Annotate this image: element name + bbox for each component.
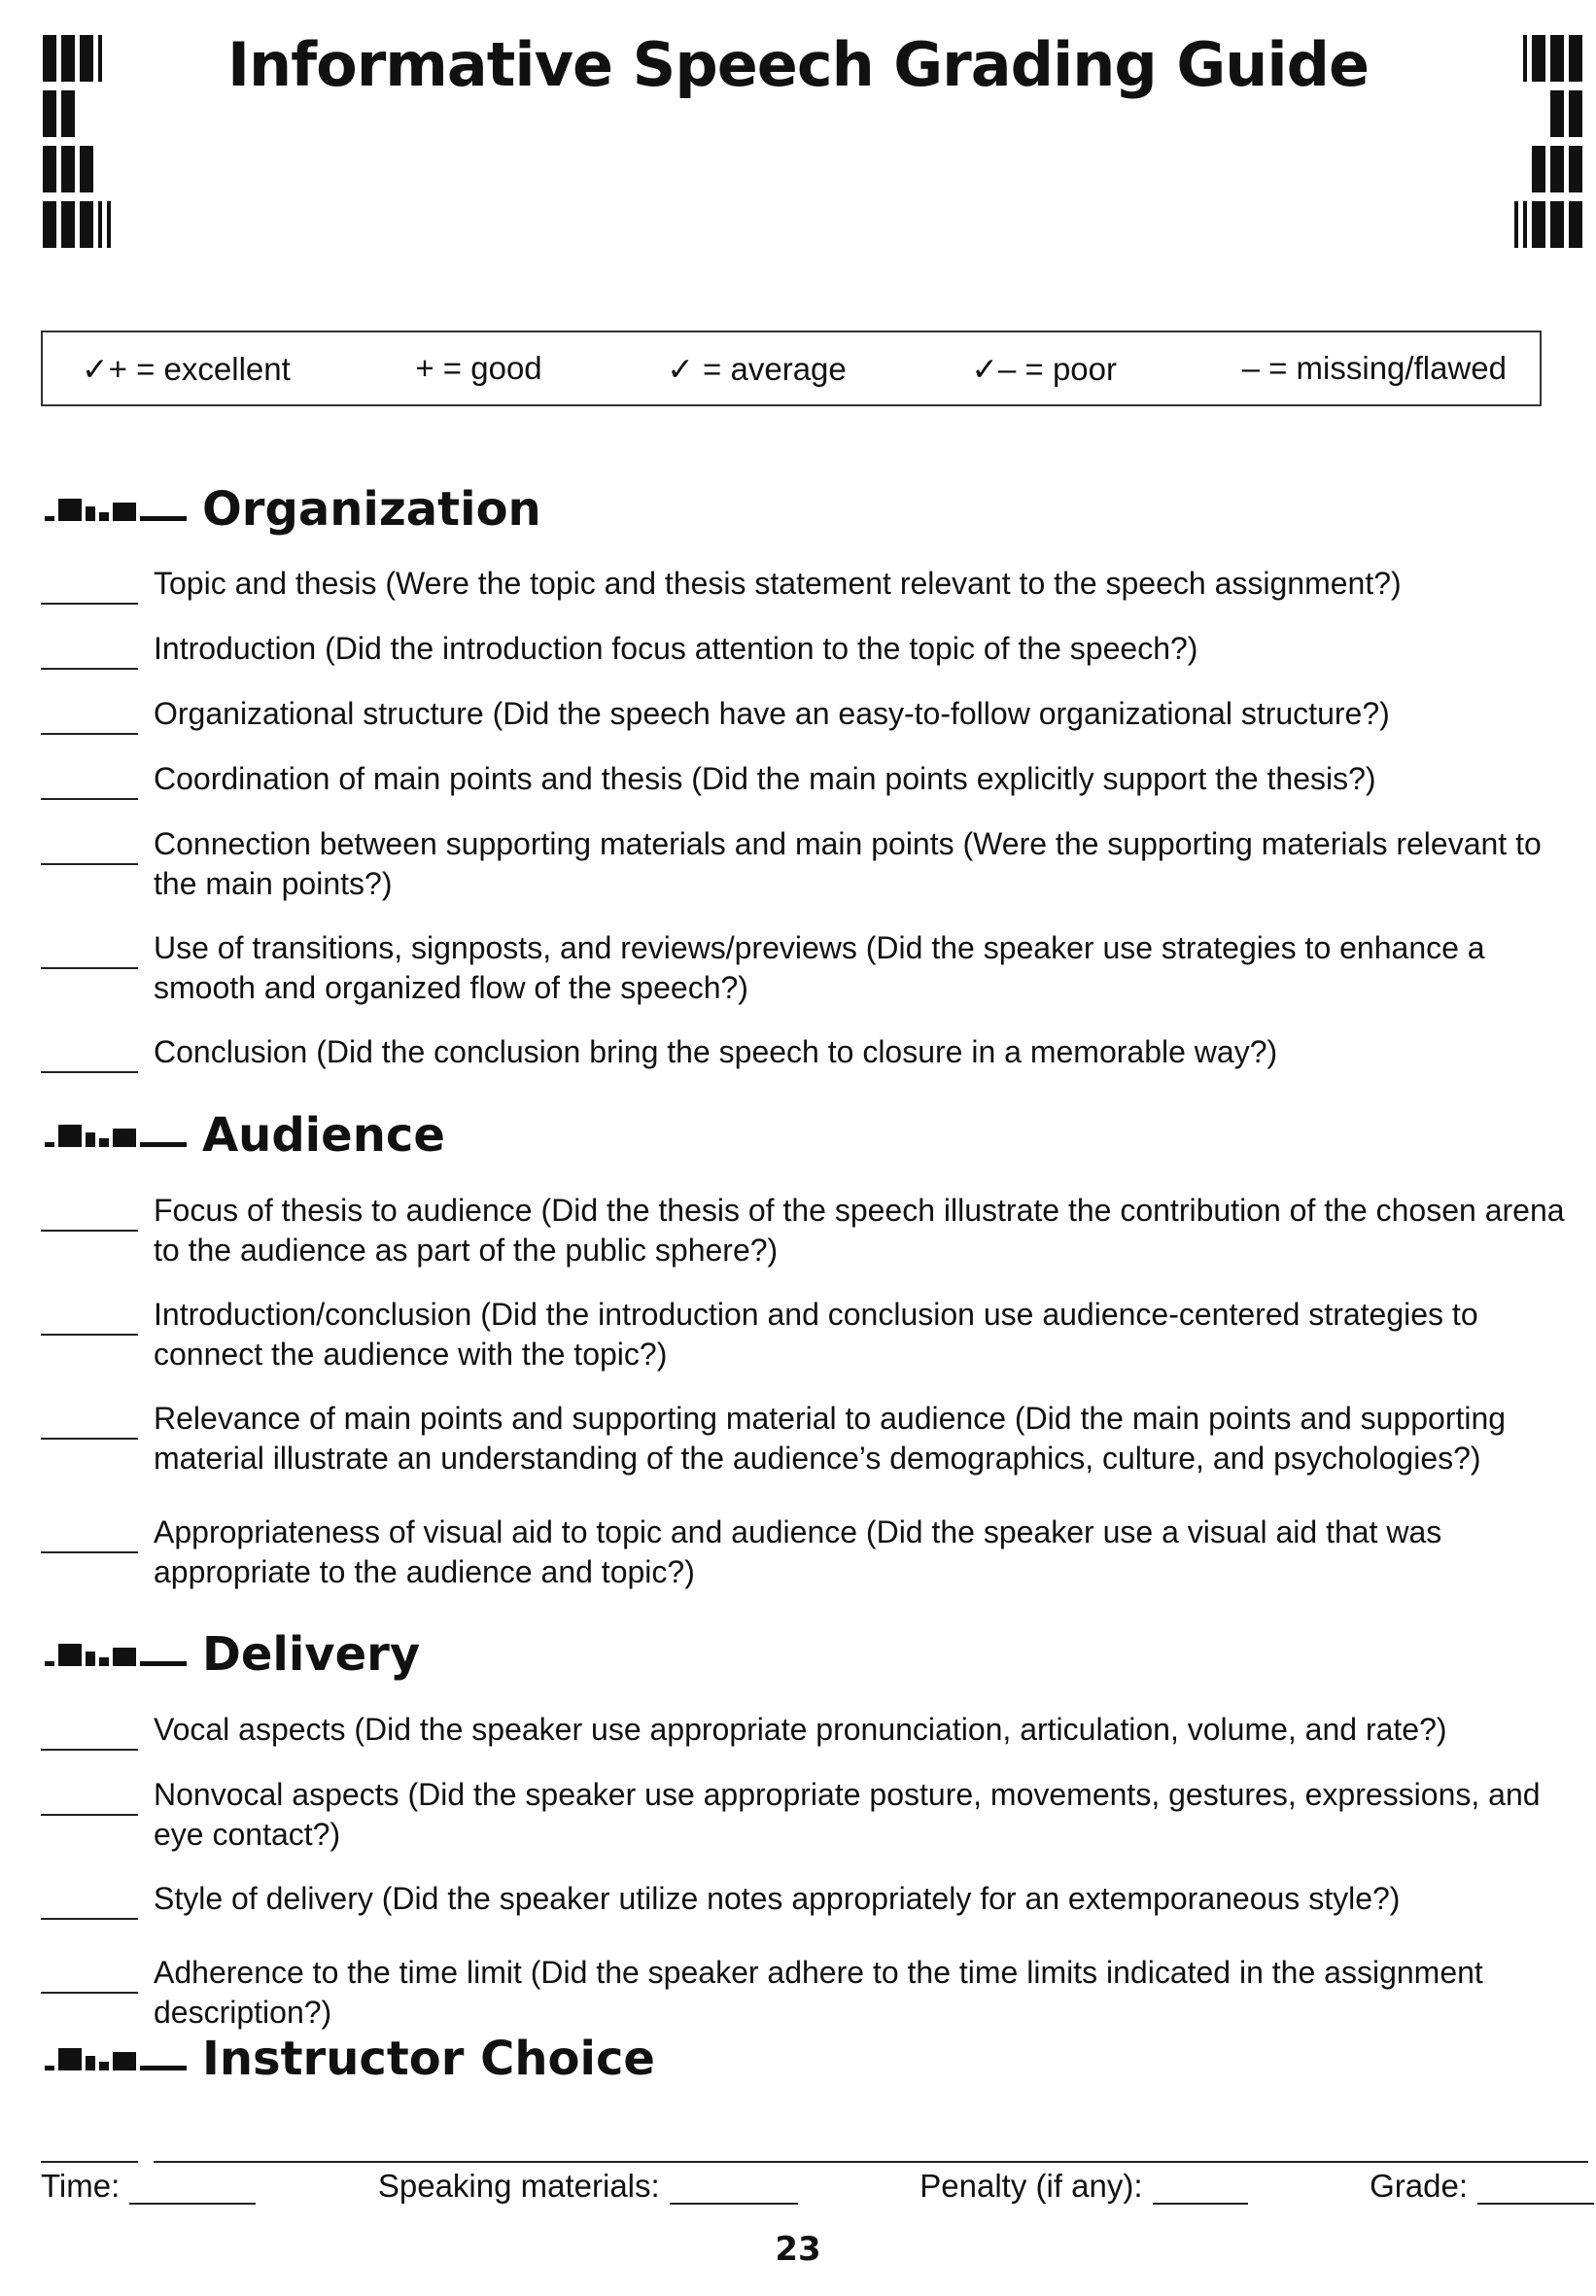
rubric-item: Appropriateness of visual aid to topic and audience (Did the speaker use a visual aid that was appropriate to the audience and topic?) [41, 1513, 1586, 1592]
score-blank[interactable] [41, 824, 138, 865]
rubric-item: Introduction (Did the introduction focus attention to the topic of the speech?) [41, 629, 1586, 670]
equalizer-icon [45, 1119, 191, 1152]
section-title: Audience [202, 1108, 445, 1163]
section-heading-organization [45, 482, 541, 537]
rubric-item: Introduction/conclusion (Did the introduction and conclusion use audience-centered strategies to connect the audience with the topic?) [41, 1295, 1586, 1374]
rubric-item: Style of delivery (Did the speaker utilize notes appropriately for an extemporaneous style?) [41, 1879, 1586, 1920]
rubric-item: Conclusion (Did the conclusion bring the speech to closure in a memorable way?) [41, 1032, 1586, 1073]
score-blank[interactable] [41, 1775, 138, 1816]
footer-fields [41, 2168, 1594, 2205]
rubric-item: Use of transitions, signposts, and reviews/previews (Did the speaker use strategies to enhance a smooth and organized flow of the speech?) [41, 928, 1586, 1008]
score-blank[interactable] [41, 1513, 138, 1553]
score-blank[interactable] [41, 1879, 138, 1920]
section-title: Delivery [202, 1627, 421, 1682]
score-blank[interactable] [41, 759, 138, 800]
time-blank[interactable] [129, 2170, 256, 2205]
score-blank[interactable] [41, 1191, 138, 1232]
score-blank[interactable] [41, 1032, 138, 1073]
rubric-item: Vocal aspects (Did the speaker use appropriate pronunciation, articulation, volume, and rate?) [41, 1710, 1586, 1751]
speaking-materials-field: Speaking materials: [378, 2168, 798, 2205]
equalizer-icon [45, 1638, 191, 1671]
score-blank[interactable] [41, 1295, 138, 1336]
rating-legend [41, 330, 1542, 406]
section-title: Organization [202, 482, 541, 537]
section-heading-audience [45, 1108, 445, 1163]
page-title: Informative Speech Grading Guide [226, 29, 1370, 100]
score-blank[interactable] [41, 694, 138, 735]
score-blank[interactable] [41, 564, 138, 605]
grade-blank[interactable] [1477, 2170, 1594, 2205]
grade-field: Grade: [1370, 2168, 1594, 2205]
score-blank[interactable] [41, 1953, 138, 1994]
instructor-choice-row [41, 2122, 1588, 2163]
legend-missing: – = missing/flawed [1241, 350, 1507, 386]
score-blank[interactable] [41, 629, 138, 670]
score-blank[interactable] [41, 1399, 138, 1440]
legend-average: ✓ = average [667, 350, 847, 387]
rubric-item: Coordination of main points and thesis (Did the main points explicitly support the thesis?) [41, 759, 1586, 800]
penalty-blank[interactable] [1153, 2170, 1248, 2205]
rubric-item: Nonvocal aspects (Did the speaker use appropriate posture, movements, gestures, expressions, and eye contact?) [41, 1775, 1586, 1855]
score-blank[interactable] [41, 2122, 138, 2163]
page-number: 23 [775, 2230, 821, 2269]
rubric-item: Focus of thesis to audience (Did the thesis of the speech illustrate the contribution of the chosen arena to the audience as part of the public sphere?) [41, 1191, 1586, 1270]
score-blank[interactable] [41, 928, 138, 969]
legend-excellent: ✓+ = excellent [82, 350, 291, 387]
rubric-item: Topic and thesis (Were the topic and thesis statement relevant to the speech assignment?) [41, 564, 1586, 605]
legend-poor: ✓– = poor [971, 350, 1117, 387]
legend-good: + = good [415, 350, 542, 386]
equalizer-icon [45, 2042, 191, 2075]
instructor-choice-line[interactable] [154, 2122, 1588, 2163]
penalty-field: Penalty (if any): [919, 2168, 1247, 2205]
rubric-item: Relevance of main points and supporting material to audience (Did the main points and supporting material illustrate an understanding of the audience’s demographics, culture, and psychologies?) [41, 1399, 1586, 1478]
score-blank[interactable] [41, 1710, 138, 1751]
time-field: Time: [41, 2168, 256, 2205]
speaking-materials-blank[interactable] [670, 2170, 798, 2205]
section-heading-instructor-choice [45, 2032, 655, 2086]
rubric-item: Organizational structure (Did the speech have an easy-to-follow organizational structure?) [41, 694, 1586, 735]
section-title: Instructor Choice [202, 2032, 655, 2086]
equalizer-icon [45, 493, 191, 526]
rubric-item: Adherence to the time limit (Did the speaker adhere to the time limits indicated in the assignment description?) [41, 1953, 1586, 2033]
rubric-item: Connection between supporting materials and main points (Were the supporting materials relevant to the main points?) [41, 824, 1586, 904]
section-heading-delivery [45, 1627, 420, 1682]
